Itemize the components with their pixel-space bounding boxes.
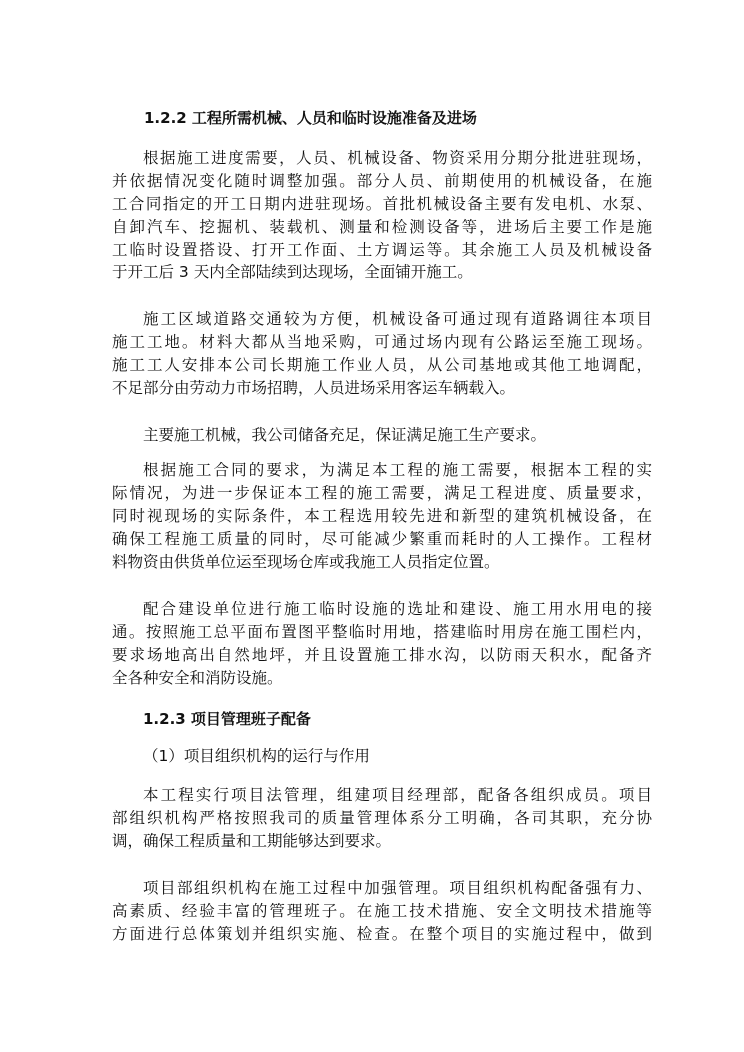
paragraph-line: 施工区域道路交通较为方便，机械设备可通过现有道路调往本项目 (143, 310, 652, 328)
paragraph-line: 项目部组织机构在施工过程中加强管理。项目组织机构配备强有力、 (143, 879, 652, 897)
paragraph-line: 工合同指定的开工日期内进驻现场。首批机械设备主要有发电机、水泵、 (112, 194, 652, 213)
paragraph-contract-requirements (112, 459, 652, 573)
paragraph-line: 通。按照施工总平面布置图平整临时用地，搭建临时用房在施工围栏内， (112, 622, 652, 641)
paragraph-line: 际情况，为进一步保证本工程的施工需要，满足工程进度、质量要求， (112, 483, 652, 502)
paragraph-project-management (112, 784, 652, 853)
paragraph-line: 根据施工进度需要，人员、机械设备、物资采用分期分批进驻现场， (143, 149, 652, 167)
paragraph-line: 全各种安全和消防设施。 (112, 668, 283, 687)
paragraph-temporary-facilities (112, 598, 652, 690)
paragraph-line: 高素质、经验丰富的管理班子。在施工技术措施、安全文明技术措施等 (112, 901, 652, 920)
section-heading-1-2-2: 1.2.2 工程所需机械、人员和临时设施准备及进场 (144, 109, 477, 127)
subheading-organization-operation: （1）项目组织机构的运行与作用 (143, 747, 370, 765)
paragraph-traffic-materials (112, 308, 652, 400)
paragraph-line: 施工工人安排本公司长期施工作业人员，从公司基地或其他工地调配， (112, 355, 652, 374)
paragraph-line: 工临时设置搭设、打开工作面、土方调运等。其余施工人员及机械设备 (112, 240, 652, 259)
paragraph-line: 施工工地。材料大都从当地采购，可通过场内现有公路运至施工现场。 (112, 332, 652, 351)
paragraph-line: 根据施工合同的要求，为满足本工程的施工需要，根据本工程的实 (143, 461, 652, 479)
paragraph-resource-arrival (112, 147, 652, 284)
section-heading-1-2-3: 1.2.3 项目管理班子配备 (143, 710, 311, 728)
paragraph-main-machinery: 主要施工机械，我公司储备充足，保证满足施工生产要求。 (143, 426, 547, 444)
paragraph-line: 不足部分由劳动力市场招聘，人员进场采用客运车辆载入。 (112, 378, 516, 397)
paragraph-line: 自卸汽车、挖掘机、装载机、测量和检测设备等，进场后主要工作是施 (112, 217, 652, 236)
paragraph-line: 调，确保工程质量和工期能够达到要求。 (112, 831, 392, 850)
paragraph-line: 确保工程施工质量的同时，尽可能减少繁重而耗时的人工操作。工程材 (112, 529, 652, 548)
paragraph-line: 于开工后 3 天内全部陆续到达现场，全面铺开施工。 (112, 263, 473, 282)
paragraph-line: 要求场地高出自然地坪，并且设置施工排水沟，以防雨天积水，配备齐 (112, 645, 652, 664)
paragraph-management-team (112, 877, 652, 946)
paragraph-line: 料物资由供货单位运至现场仓库或我施工人员指定位置。 (112, 552, 500, 571)
paragraph-line: 方面进行总体策划并组织实施、检查。在整个项目的实施过程中，做到 (112, 924, 652, 943)
paragraph-line: 本工程实行项目法管理，组建项目经理部，配备各组织成员。项目 (143, 786, 652, 804)
paragraph-line: 配合建设单位进行施工临时设施的选址和建设、施工用水用电的接 (143, 600, 652, 618)
paragraph-line: 同时视现场的实际条件，本工程选用较先进和新型的建筑机械设备，在 (112, 506, 652, 525)
paragraph-line: 部组织机构严格按照我司的质量管理体系分工明确，各司其职，充分协 (112, 808, 652, 827)
paragraph-line: 并依据情况变化随时调整加强。部分人员、前期使用的机械设备，在施 (112, 171, 652, 190)
